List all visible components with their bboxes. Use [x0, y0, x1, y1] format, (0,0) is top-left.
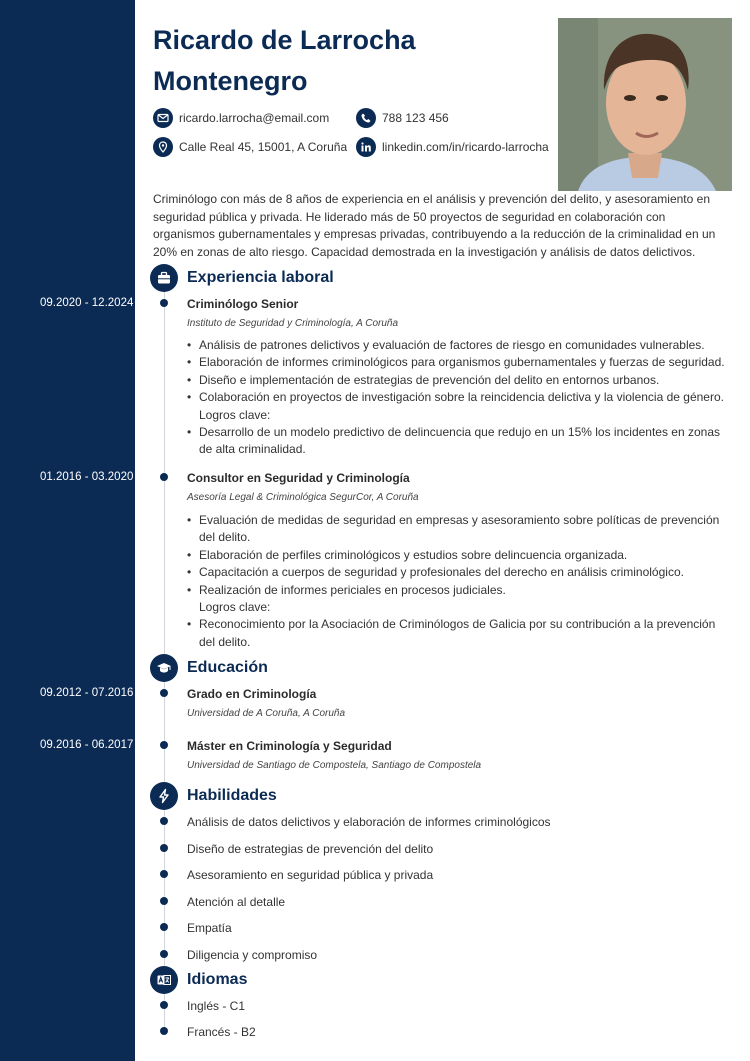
profile-summary: Criminólogo con más de 8 años de experiencia en el análisis y prevención del delito, y asesoramiento en seguridad pública y privada. He liderado más de 50 proyectos de seguridad en colaboración con organismos gubernamentales y empresas privadas, contribuyendo a la reducción de la criminalidad en un 20% en zonas de alto riesgo. Capacidad demostrada en la investigación y análisis de datos delictivos. [153, 192, 716, 259]
sidebar [0, 0, 135, 1061]
job-company: Instituto de Seguridad y Criminología, A Coruña [187, 318, 399, 329]
timeline-dot [160, 897, 168, 905]
contact-linkedin[interactable] [356, 137, 549, 157]
envelope-icon [153, 108, 173, 128]
list-item: • Evaluación de medidas de seguridad en empresas y asesoramiento sobre políticas de prevención del delito. [187, 512, 732, 547]
job-title: Consultor en Seguridad y Criminología [187, 471, 410, 485]
skill-item: Diligencia y compromiso [187, 948, 318, 962]
education-dates: 09.2012 - 07.2016 [40, 687, 134, 699]
language-item: Francés - B2 [187, 1025, 256, 1039]
list-item: • Reconocimiento por la Asociación de Criminólogos de Galicia por su contribución a la prevención del delito. [187, 616, 732, 651]
contact-email[interactable] [153, 108, 329, 128]
education-dates: 09.2016 - 06.2017 [40, 739, 134, 751]
timeline-dot [160, 741, 168, 749]
skill-item: Análisis de datos delictivos y elaboración de informes criminológicos [187, 815, 551, 829]
timeline-dot [160, 844, 168, 852]
list-item: • Análisis de patrones delictivos y evaluación de factores de riesgo en comunidades vulnerables. [187, 337, 732, 354]
briefcase-icon [150, 264, 178, 292]
job-title: Criminólogo Senior [187, 297, 299, 311]
list-item: • Diseño e implementación de estrategias de prevención del delito en entornos urbanos. [187, 372, 732, 389]
achievements-label: Logros clave: [199, 600, 271, 615]
candidate-name: Ricardo de Larrocha Montenegro [153, 25, 416, 96]
timeline-dot [160, 473, 168, 481]
job-bullets [187, 512, 732, 651]
skill-item: Asesoramiento en seguridad pública y privada [187, 868, 434, 882]
timeline-dot [160, 689, 168, 697]
timeline-dot [160, 923, 168, 931]
timeline-dot [160, 817, 168, 825]
linkedin-icon [356, 137, 376, 157]
lightning-icon [150, 782, 178, 810]
list-item: • Capacitación a cuerpos de seguridad y profesionales del derecho en análisis criminológico. [187, 564, 732, 581]
phone-icon [356, 108, 376, 128]
contact-phone[interactable] [356, 108, 449, 128]
job-company: Asesoría Legal & Criminológica SegurCor, A Coruña [187, 492, 419, 503]
job-dates: 01.2016 - 03.2020 [40, 471, 134, 483]
skill-item: Empatía [187, 921, 232, 935]
phone-text: 788 123 456 [382, 111, 449, 125]
timeline-dot [160, 1027, 168, 1035]
timeline-dot [160, 870, 168, 878]
timeline-dot [160, 299, 168, 307]
degree-title: Máster en Criminología y Seguridad [187, 739, 392, 753]
list-item: • Elaboración de perfiles criminológicos y estudios sobre delincuencia organizada. [187, 547, 732, 564]
address-text: Calle Real 45, 15001, A Coruña [179, 140, 348, 154]
achievements-label: Logros clave: [199, 407, 271, 422]
linkedin-text: linkedin.com/in/ricardo-larrocha [382, 140, 549, 154]
school-name: Universidad de A Coruña, A Coruña [187, 708, 346, 719]
timeline-dot [160, 950, 168, 958]
list-item: • Colaboración en proyectos de investigación sobre la reincidencia delictiva y la violencia de género. [187, 389, 732, 406]
degree-title: Grado en Criminología [187, 687, 317, 701]
section-title-education: Educación [187, 659, 268, 676]
location-pin-icon [153, 137, 173, 157]
language-item: Inglés - C1 [187, 999, 246, 1013]
timeline-dot [160, 1001, 168, 1009]
list-item: • Desarrollo de un modelo predictivo de delincuencia que redujo en un 15% los incidentes en zonas de alta criminalidad. [187, 424, 732, 459]
profile-photo [558, 18, 732, 191]
language-icon [150, 966, 178, 994]
job-bullets [187, 337, 732, 459]
graduation-cap-icon [150, 654, 178, 682]
email-text: ricardo.larrocha@email.com [179, 111, 330, 125]
section-title-experience: Experiencia laboral [187, 269, 334, 286]
section-title-languages: Idiomas [187, 971, 248, 988]
list-item: • Elaboración de informes criminológicos para organismos gubernamentales y fuerzas de seguridad. [187, 354, 732, 371]
section-title-skills: Habilidades [187, 787, 277, 804]
skill-item: Diseño de estrategias de prevención del delito [187, 842, 434, 856]
contact-address [153, 137, 347, 157]
skill-item: Atención al detalle [187, 895, 286, 909]
job-dates: 09.2020 - 12.2024 [40, 297, 134, 309]
school-name: Universidad de Santiago de Compostela, Santiago de Compostela [187, 760, 482, 771]
list-item: • Realización de informes periciales en procesos judiciales. [187, 582, 732, 599]
